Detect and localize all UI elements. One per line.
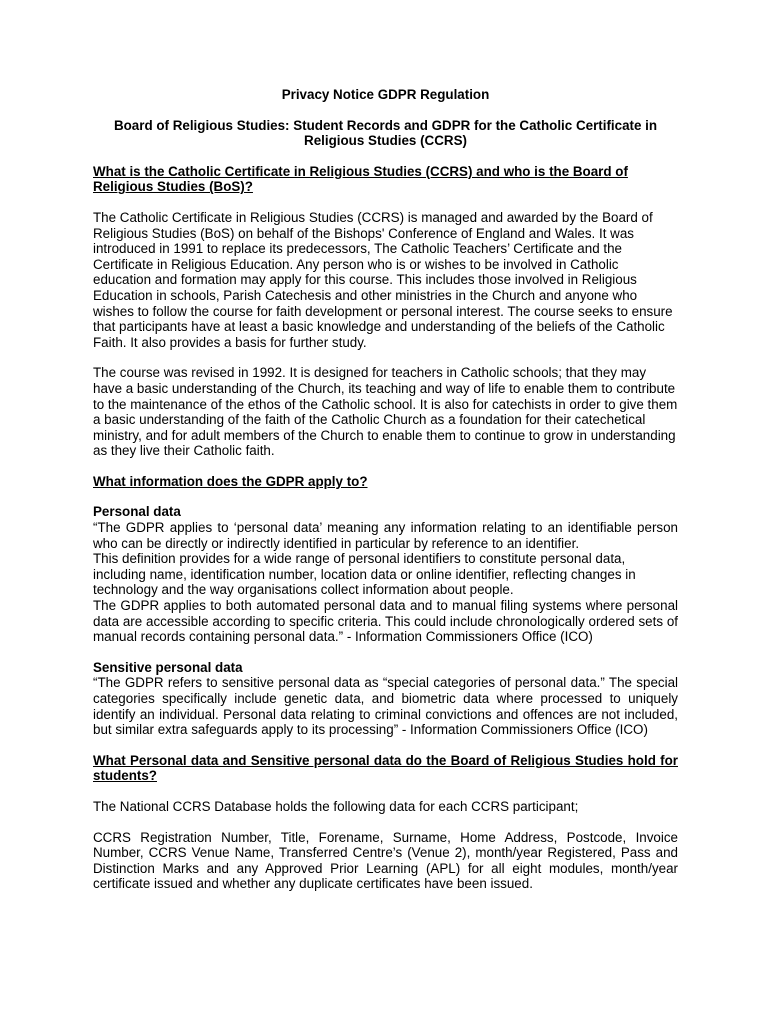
subheading-sensitive-data: Sensitive personal data <box>93 659 243 675</box>
paragraph-sensitive-data: “The GDPR refers to sensitive personal data as “special categories of personal data.” The special categories specifically include genetic data, and biometric data where processed to uniquely identify an individual. Personal data relating to criminal convictions and offences are not included, but similar extra safeguards apply to its processing” - Information Commissioners Office (ICO) <box>93 675 678 738</box>
paragraph-ccrs-intro: The Catholic Certificate in Religious Studies (CCRS) is managed and awarded by the Board of Religious Studies (BoS) on behalf of the Bishops' Conference of England and Wales. It was introduced in 1991 to replace its predecessors, The Catholic Teachers’ Certificate and the Certificate in Religious Education. Any person who is or wishes to be involved in Catholic education and formation may apply for this course. This includes those involved in Religious Education in schools, Parish Catechesis and other ministries in the Church and anyone who wishes to follow the course for faith development or personal interest. The course seeks to ensure that participants have at least a basic knowledge and understanding of the beliefs of the Catholic Faith. It also provides a basis for further study. <box>93 209 673 350</box>
paragraph-personal-identifiers: This definition provides for a wide range of personal identifiers to constitute personal data, including name, identification number, location data or online identifier, reflecting changes in technology and the way organisations collect information about people. <box>93 551 636 598</box>
paragraph-data-fields: CCRS Registration Number, Title, Forename, Surname, Home Address, Postcode, Invoice Number, CCRS Venue Name, Transferred Centre’s (Venue 2), month/year Registered, Pass and Distinction Marks and any Approved Prior Learning (APL) for all eight modules, month/year certificate issued and whether any duplicate certificates have been issued. <box>93 829 678 892</box>
document-page <box>93 87 678 892</box>
document-subtitle: Board of Religious Studies: Student Records and GDPR for the Catholic Certificate in Religious Studies (CCRS) <box>113 117 658 149</box>
section-heading-ccrs-bos: What is the Catholic Certificate in Religious Studies (CCRS) and who is the Board of Religious Studies (BoS)? <box>93 163 628 195</box>
section-heading-gdpr-scope: What information does the GDPR apply to? <box>93 473 368 489</box>
paragraph-filing-systems: The GDPR applies to both automated personal data and to manual filing systems where personal data are accessible according to specific criteria. This could include chronologically ordered sets of manual records containing personal data.” - Information Commissioners Office (ICO) <box>93 598 678 645</box>
section-heading-data-held: What Personal data and Sensitive personal data do the Board of Religious Studies hold for students? <box>93 752 678 784</box>
subheading-personal-data: Personal data <box>93 504 181 520</box>
paragraph-personal-data-definition: “The GDPR applies to ‘personal data’ meaning any information relating to an identifiable person who can be directly or indirectly identified in particular by reference to an identifier. <box>93 520 678 551</box>
paragraph-database-intro: The National CCRS Database holds the following data for each CCRS participant; <box>93 798 579 814</box>
document-title: Privacy Notice GDPR Regulation <box>281 87 490 102</box>
paragraph-course-revision: The course was revised in 1992. It is designed for teachers in Catholic schools; that they may have a basic understanding of the Church, its teaching and way of life to enable them to contribute to the maintenance of the ethos of the Catholic school. It is also for catechists in order to give them a basic understanding of the faith of the Catholic Church as a foundation for their catechetical ministry, and for adult members of the Church to enable them to continue to grow in understanding as they live their Catholic faith. <box>93 365 678 459</box>
